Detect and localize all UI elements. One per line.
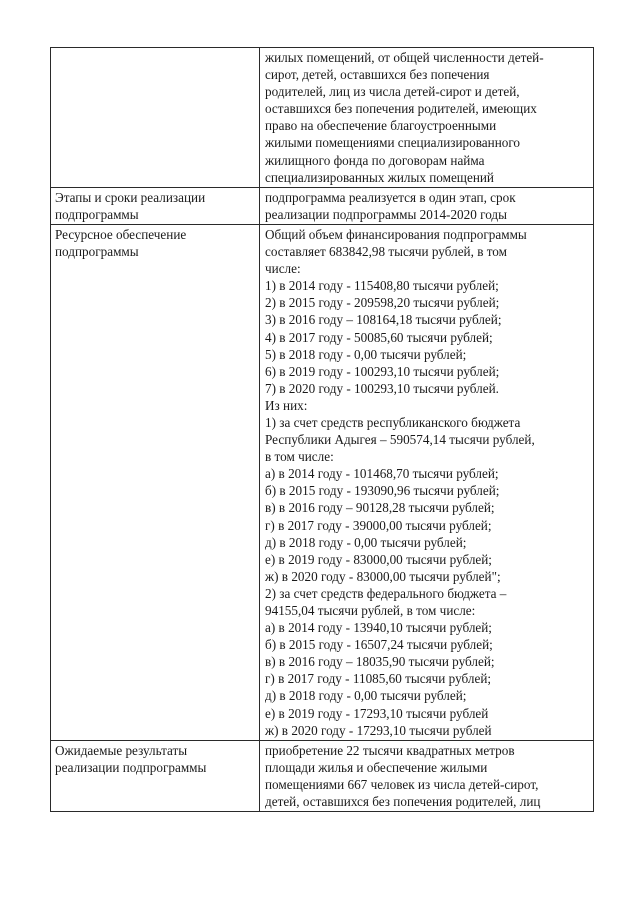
content-line: детей, оставшихся без попечения родителей, лиц <box>265 794 541 810</box>
label-line: подпрограммы <box>55 244 139 260</box>
subprogram-passport-table <box>50 47 594 812</box>
content-line: помещениями 667 человек из числа детей-сирот, <box>265 776 539 792</box>
content-line: е) в 2019 году - 83000,00 тысячи рублей; <box>265 551 492 567</box>
content-line: б) в 2015 году - 16507,24 тысячи рублей; <box>265 637 493 653</box>
content-line: жилыми помещениями специализированного <box>265 135 521 151</box>
content-line: е) в 2019 году - 17293,10 тысячи рублей <box>265 705 489 721</box>
content-line: б) в 2015 году - 193090,96 тысячи рублей; <box>265 483 500 499</box>
content-line: в) в 2016 году – 18035,90 тысячи рублей; <box>265 654 495 670</box>
row-content-cell <box>260 187 594 224</box>
row-label-cell <box>51 224 260 740</box>
label-line: подпрограммы <box>55 206 139 222</box>
content-line: право на обеспечение благоустроенными <box>265 118 497 134</box>
table-row <box>51 48 594 188</box>
label-line: Ресурсное обеспечение <box>55 226 187 242</box>
content-line: 1) за счет средств республиканского бюджета <box>265 414 521 430</box>
content-line: 94155,04 тысячи рублей, в том числе: <box>265 603 476 618</box>
content-line: Общий объем финансирования подпрограммы <box>265 226 527 242</box>
content-line: специализированных жилых помещений <box>265 169 494 185</box>
content-line: оставшихся без попечения родителей, имеющих <box>265 101 537 117</box>
row-content-cell <box>260 224 594 740</box>
row-label-cell <box>51 740 260 811</box>
content-line: реализации подпрограммы 2014-2020 годы <box>265 206 507 222</box>
content-line: 1) в 2014 году - 115408,80 тысячи рублей; <box>265 278 499 294</box>
row-label-cell <box>51 187 260 224</box>
content-line: сирот, детей, оставшихся без попечения <box>265 67 490 83</box>
content-line: площади жилья и обеспечение жилыми <box>265 759 488 775</box>
content-line: а) в 2014 году - 13940,10 тысячи рублей; <box>265 620 492 636</box>
content-line: Из них: <box>265 397 308 413</box>
content-line: д) в 2018 году - 0,00 тысячи рублей; <box>265 688 467 704</box>
content-line: 7) в 2020 году - 100293,10 тысячи рублей. <box>265 380 499 396</box>
content-line: жилищного фонда по договорам найма <box>265 152 485 168</box>
row-content-cell <box>260 48 594 188</box>
row-label-cell <box>51 48 260 188</box>
content-line: 4) в 2017 году - 50085,60 тысячи рублей; <box>265 329 493 345</box>
content-line: г) в 2017 году - 39000,00 тысячи рублей; <box>265 517 492 533</box>
table-row <box>51 187 594 224</box>
content-line: г) в 2017 году - 11085,60 тысячи рублей; <box>265 671 492 687</box>
content-line: подпрограмма реализуется в один этап, срок <box>265 189 516 205</box>
table-body <box>51 48 594 812</box>
content-line: 6) в 2019 году - 100293,10 тысячи рублей; <box>265 363 500 379</box>
content-line: приобретение 22 тысячи квадратных метров <box>265 742 515 758</box>
content-line: Республики Адыгея – 590574,14 тысячи рублей, <box>265 432 535 448</box>
label-line: реализации подпрограммы <box>55 759 207 775</box>
content-line: родителей, лиц из числа детей-сирот и детей, <box>265 84 520 100</box>
content-line: числе: <box>265 261 301 277</box>
content-line: ж) в 2020 году - 17293,10 тысячи рублей <box>265 722 492 738</box>
content-line: 5) в 2018 году - 0,00 тысячи рублей; <box>265 346 467 362</box>
content-line: ж) в 2020 году - 83000,00 тысячи рублей"; <box>265 568 501 584</box>
label-line: Ожидаемые результаты <box>55 742 188 758</box>
content-line: 3) в 2016 году – 108164,18 тысячи рублей; <box>265 312 502 328</box>
content-line: в) в 2016 году – 90128,28 тысячи рублей; <box>265 500 495 516</box>
content-line: 2) за счет средств федерального бюджета – <box>265 585 507 601</box>
label-line: Этапы и сроки реализации <box>55 189 206 205</box>
content-line: д) в 2018 году - 0,00 тысячи рублей; <box>265 534 467 550</box>
table-row <box>51 224 594 740</box>
table-row <box>51 740 594 811</box>
row-content-cell <box>260 740 594 811</box>
content-line: 2) в 2015 году - 209598,20 тысячи рублей; <box>265 295 500 311</box>
content-line: составляет 683842,98 тысячи рублей, в том <box>265 244 507 260</box>
content-line: в том числе: <box>265 449 334 465</box>
content-line: а) в 2014 году - 101468,70 тысячи рублей; <box>265 466 499 482</box>
content-line: жилых помещений, от общей численности детей- <box>265 50 544 65</box>
